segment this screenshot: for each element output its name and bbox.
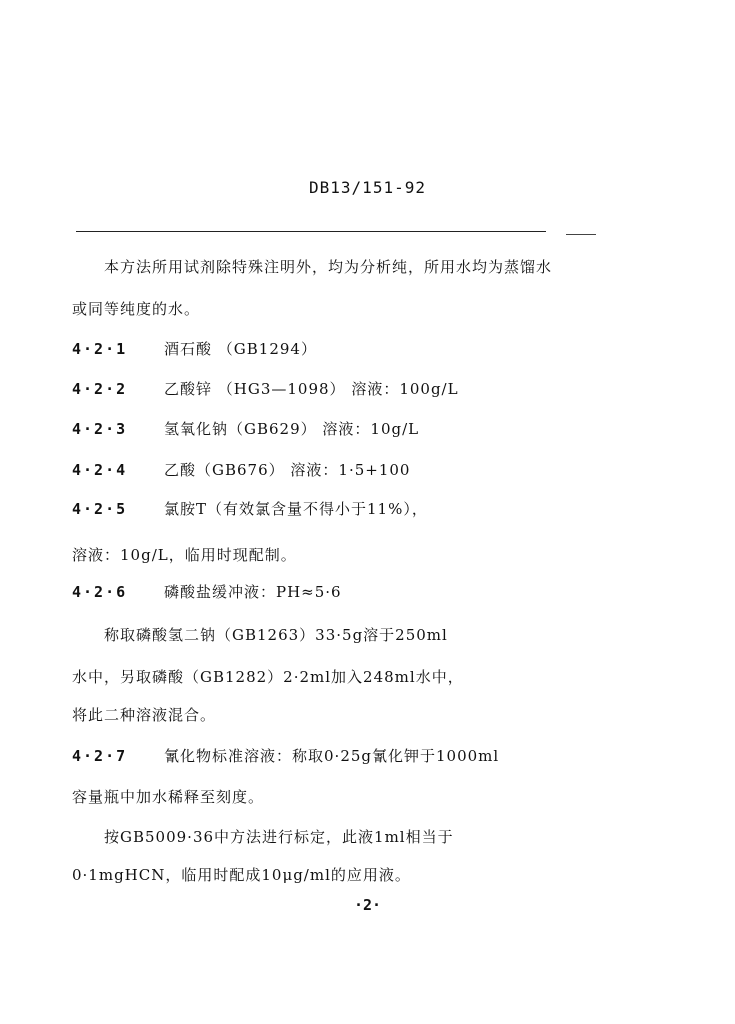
- reagent-item: [72, 459, 410, 480]
- buffer-para-line-2: 水中，另取磷酸（GB1282）2·2ml加入248ml水中，: [72, 668, 464, 686]
- header-rule-tail: [566, 234, 596, 235]
- reagent-item: [72, 581, 342, 602]
- item-number: 4·2·1: [72, 340, 128, 358]
- item-text: 氰化物标准溶液：称取0·25g氰化钾于1000ml: [164, 747, 500, 765]
- reagent-item: [72, 338, 317, 359]
- header-rule: [76, 231, 546, 232]
- item-number: 4·2·4: [72, 461, 128, 479]
- item-number: 4·2·6: [72, 583, 128, 601]
- item-text: 乙酸（GB676） 溶液：1·5+100: [164, 461, 411, 479]
- reagent-item: [72, 498, 428, 519]
- calibration-para-line-2: 0·1mgHCN，临用时配成10μg/ml的应用液。: [72, 866, 411, 884]
- buffer-para-line-1: 称取磷酸氢二钠（GB1263）33·5g溶于250ml: [104, 626, 448, 644]
- reagent-item: [72, 745, 499, 766]
- item-number: 4·2·5: [72, 500, 128, 518]
- item-text: 乙酸锌 （HG3—1098） 溶液：100g/L: [164, 380, 459, 398]
- item-text: 氯胺T（有效氯含量不得小于11%），: [164, 500, 428, 518]
- buffer-para-line-3: 将此二种溶液混合。: [72, 706, 217, 724]
- item-text: 酒石酸 （GB1294）: [164, 340, 317, 358]
- page-number: ·2·: [353, 896, 382, 914]
- item-text: 氢氧化钠（GB629） 溶液：10g/L: [164, 420, 420, 438]
- reagent-item: [72, 378, 459, 399]
- item-number: 4·2·7: [72, 747, 128, 765]
- item-number: 4·2·3: [72, 420, 128, 438]
- calibration-para-line-1: 按GB5009·36中方法进行标定，此液1ml相当于: [104, 828, 454, 846]
- intro-line-1: 本方法所用试剂除特殊注明外，均为分析纯，所用水均为蒸馏水: [104, 258, 553, 276]
- item-number: 4·2·2: [72, 380, 128, 398]
- item-7-continuation: 容量瓶中加水稀释至刻度。: [72, 788, 265, 806]
- standard-code-header: DB13/151-92: [309, 178, 426, 197]
- intro-line-2: 或同等纯度的水。: [72, 300, 201, 318]
- reagent-item: [72, 418, 419, 439]
- item-text: 磷酸盐缓冲液：PH≈5·6: [164, 583, 342, 601]
- item-5-continuation: 溶液：10g/L，临用时现配制。: [72, 546, 297, 564]
